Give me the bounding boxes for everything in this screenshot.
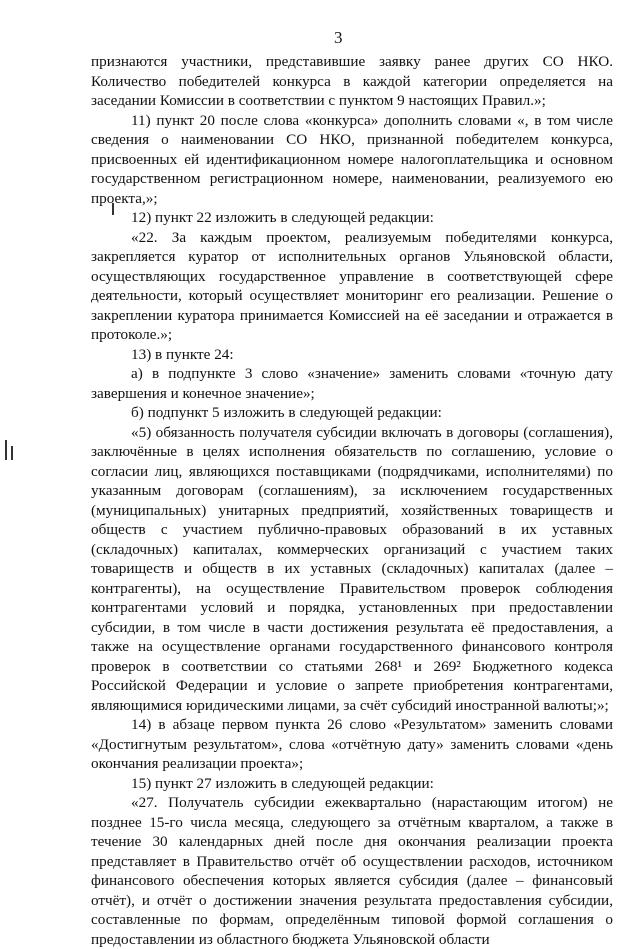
paragraph-7: б) подпункт 5 изложить в следующей редакции:: [131, 404, 442, 421]
paragraph-8: «5) обязанность получателя субсидии включать в договоры (соглашения), заключённые в целях исполнения обязательств по соглашению, условие о согласии лиц, являющихся поставщиками (подрядчиками, исполнителями) по указанным договорам (соглашениям), за исключением государственных (муниципальных) унитарных предприятий, хозяйственных товариществ и обществ с участием публично-правовых образований в их уставных (складочных) капиталах, коммерческих организаций с участием таких товариществ и обществ в их уставных (складочных) капиталах (далее – контрагенты), на осуществление Правительством проверок соблюдения контрагентами условий и порядка, установленных при предоставлении субсидии, в том числе в части достижения результата её предоставления, а также на осуществление органами государственного финансового контроля проверок в соответствии со статьями 268¹ и 269² Бюджетного кодекса Российской Федерации и условие о запрете приобретения контрагентами, являющимися юридическими лицами, за счёт субсидий иностранной валюты;»;: [91, 423, 613, 714]
paragraph-2: 11) пункт 20 после слова «конкурса» дополнить словами «, в том числе сведения о наименовании СО НКО, признанной победителем конкурса, присвоенных ей идентификационном номере налогоплательщика и основном государственном регистрационном номере, наименовании, реализуемого ею проекта,»;: [91, 111, 613, 207]
document-body: [91, 52, 613, 949]
scan-mark: [5, 440, 7, 460]
paragraph-10: 15) пункт 27 изложить в следующей редакции:: [131, 774, 434, 792]
paragraph-4: «22. За каждым проектом, реализуемым победителями конкурса, закрепляется куратор от исполнительных органов Ульяновской области, осуществляющих государственное управление в соответствующей сфере деятельности, который осуществляет мониторинг его реализации. Решение о закреплении куратора принимается Комиссией на её заседании и отражается в протоколе.»;: [91, 228, 613, 343]
paragraph-6: а) в подпункте 3 слово «значение» заменить словами «точную дату завершения и конечное значение»;: [91, 365, 613, 402]
page-number: 3: [334, 28, 343, 47]
paragraph-3: 12) пункт 22 изложить в следующей редакции:: [131, 209, 434, 226]
scan-mark: [11, 446, 13, 460]
paragraph-5: 13) в пункте 24:: [131, 345, 234, 363]
paragraph-9: 14) в абзаце первом пункта 26 слово «Результатом» заменить словами «Достигнутым результатом», слова «отчётную дату» заменить словами «день окончания реализации проекта»;: [91, 716, 613, 772]
paragraph-1: признаются участники, представившие заявку ранее других СО НКО. Количество победителей конкурса в каждой категории определяется на заседании Комиссии в соответствии с пунктом 9 настоящих Правил.»;: [91, 53, 613, 109]
paragraph-11: «27. Получатель субсидии ежеквартально (нарастающим итогом) не позднее 15-го числа месяца, следующего за отчётным кварталом, а также в течение 30 календарных дней после дня окончания реализации проекта представляет в Правительство отчёт об осуществлении расходов, источником финансового обеспечения которых является субсидия (далее – финансовый отчёт), и отчёт о достижении значения результата предоставления субсидии, составленные по формам, определённым типовой формой соглашения о предоставлении из областного бюджета Ульяновской области: [91, 794, 613, 948]
